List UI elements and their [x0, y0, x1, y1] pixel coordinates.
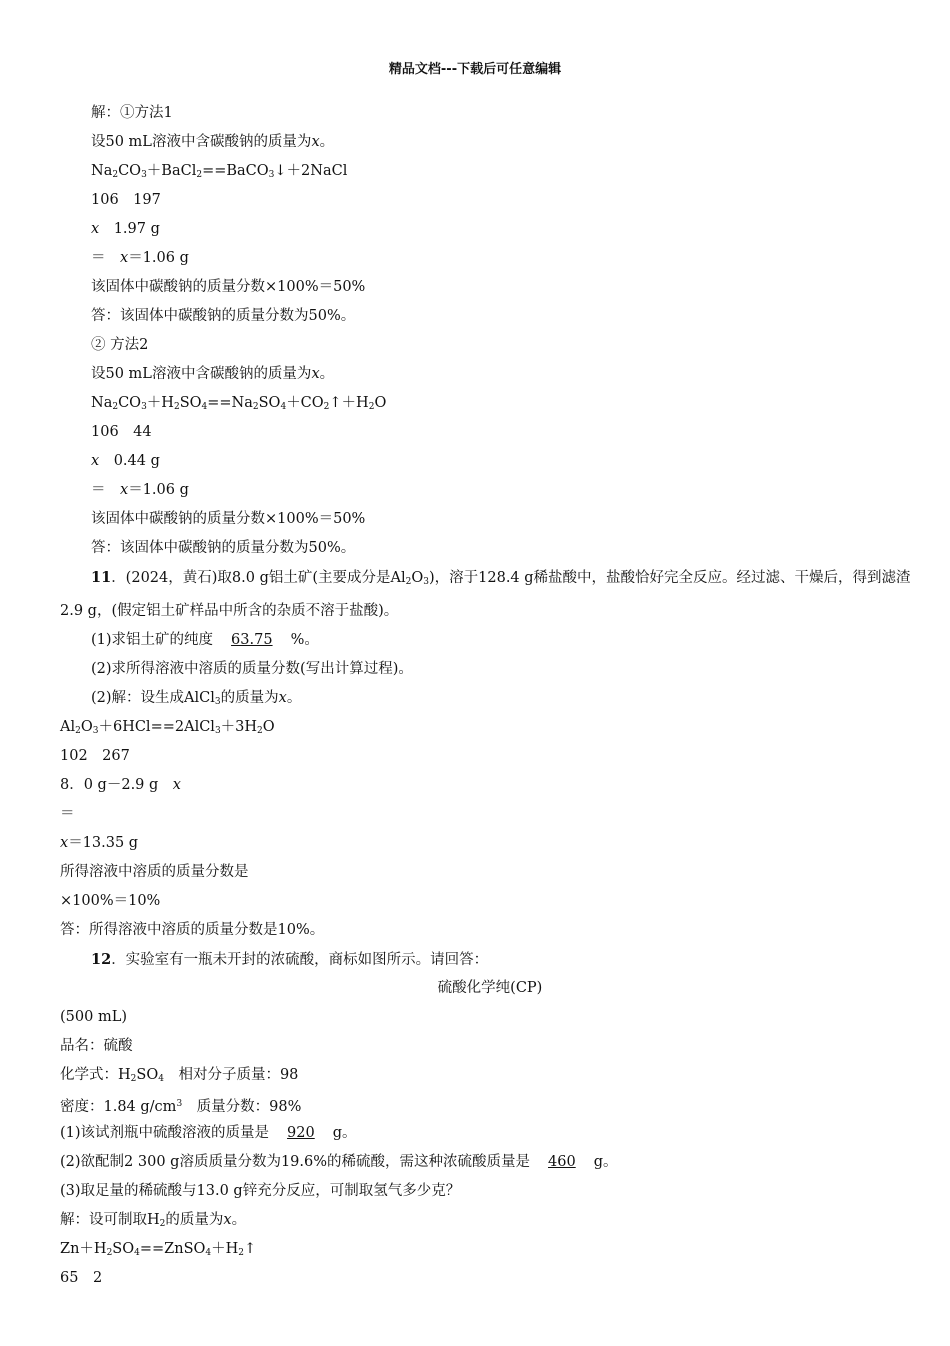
- question-12-part3: (3)取足量的稀硫酸与13.0 g锌充分反应，可制取氢气多少克？: [60, 1183, 461, 1199]
- method1-calc: ＝ x＝1.06 g: [91, 250, 189, 266]
- q12-solution-assumption: 解：设可制取$H_2$的质量为x。: [60, 1212, 247, 1229]
- label-formula: 化学式：$H_2SO_4$ 相对分子质量：98: [60, 1067, 299, 1084]
- q11-answer: 答：所得溶液中溶质的质量分数是10%。: [60, 922, 325, 938]
- q11-result: x＝13.35 g: [60, 835, 139, 851]
- answer-blank-concentrated: 460: [548, 1154, 576, 1170]
- method1-ratio: 106 197: [91, 192, 161, 208]
- method2-equation: $Na_2CO_3+H_2SO_4==Na_2SO_4+CO_2↑+H_2O$: [91, 395, 387, 412]
- method1-title: 解：①方法1: [91, 105, 173, 121]
- q11-fraction-value: ×100%＝10%: [60, 893, 161, 909]
- document-body: [60, 99, 920, 1293]
- method2-answer: 答：该固体中碳酸钠的质量分数为50%。: [91, 540, 356, 556]
- method1-equation: $Na_2CO_3+BaCl_2==BaCO_3↓+2NaCl$: [91, 163, 348, 180]
- question-11-part2: (2)求所得溶液中溶质的质量分数(写出计算过程)。: [91, 661, 413, 677]
- q11-equation: $Al_2O_3+6HCl==2AlCl_3+3H_2O$: [60, 719, 275, 736]
- method2-values: x 0.44 g: [91, 453, 160, 469]
- q12-ratio: 65 2: [60, 1270, 103, 1286]
- answer-blank-purity: 63.75: [231, 632, 273, 648]
- q11-ratio: 102 267: [60, 748, 130, 764]
- method2-assumption: 设50 mL溶液中含碳酸钠的质量为x。: [91, 366, 335, 382]
- method2-fraction: 该固体中碳酸钠的质量分数×100%＝50%: [91, 511, 366, 527]
- method1-assumption: 设50 mL溶液中含碳酸钠的质量为x。: [91, 134, 335, 150]
- label-density: 密度：1.84 $g/cm^3$ 质量分数：98%: [60, 1099, 302, 1115]
- q12-equation: $Zn+H_2SO_4==ZnSO_4+H_2↑$: [60, 1241, 257, 1258]
- method2-title: ② 方法2: [91, 337, 149, 353]
- question-11-text: 11．(2024，黄石)取8.0 g铝土矿(主要成分是$Al_2O_3$)，溶于128.4 g稀盐酸中，盐酸恰好完全反应。经过滤、干燥后，得到滤渣2.9 g，(假定铝土矿样品中所含的杂质不溶于盐酸)。: [60, 569, 911, 619]
- label-volume: (500 mL): [60, 1009, 127, 1025]
- question-12-part1: (1)该试剂瓶中硫酸溶液的质量是 920 g。: [60, 1125, 357, 1141]
- question-12-text: 12．实验室有一瓶未开封的浓硫酸，商标如图所示。请回答：: [91, 951, 489, 968]
- method2-calc: ＝ x＝1.06 g: [91, 482, 189, 498]
- q11-values: 8．0 g－2.9 g x: [60, 777, 181, 793]
- label-name: 品名：硫酸: [60, 1038, 133, 1054]
- q11-calc: ＝: [60, 806, 75, 822]
- q11-fraction-text: 所得溶液中溶质的质量分数是: [60, 864, 249, 880]
- question-12-part2: (2)欲配制2 300 g溶质质量分数为19.6%的稀硫酸，需这种浓硫酸质量是 460 g。: [60, 1154, 618, 1170]
- page-header: 精品文档---下载后可任意编辑: [388, 62, 562, 77]
- question-11-part1: (1)求铝土矿的纯度 63.75 %。: [91, 632, 319, 648]
- method1-values: x 1.97 g: [91, 221, 160, 237]
- q11-solution-assumption: (2)解：设生成AlCl$_3$的质量为x。: [91, 690, 302, 707]
- answer-blank-mass: 920: [287, 1125, 315, 1141]
- method1-fraction: 该固体中碳酸钠的质量分数×100%＝50%: [91, 279, 366, 295]
- label-title: 硫酸化学纯(CP): [437, 980, 543, 996]
- method2-ratio: 106 44: [91, 424, 152, 440]
- method1-answer: 答：该固体中碳酸钠的质量分数为50%。: [91, 308, 356, 324]
